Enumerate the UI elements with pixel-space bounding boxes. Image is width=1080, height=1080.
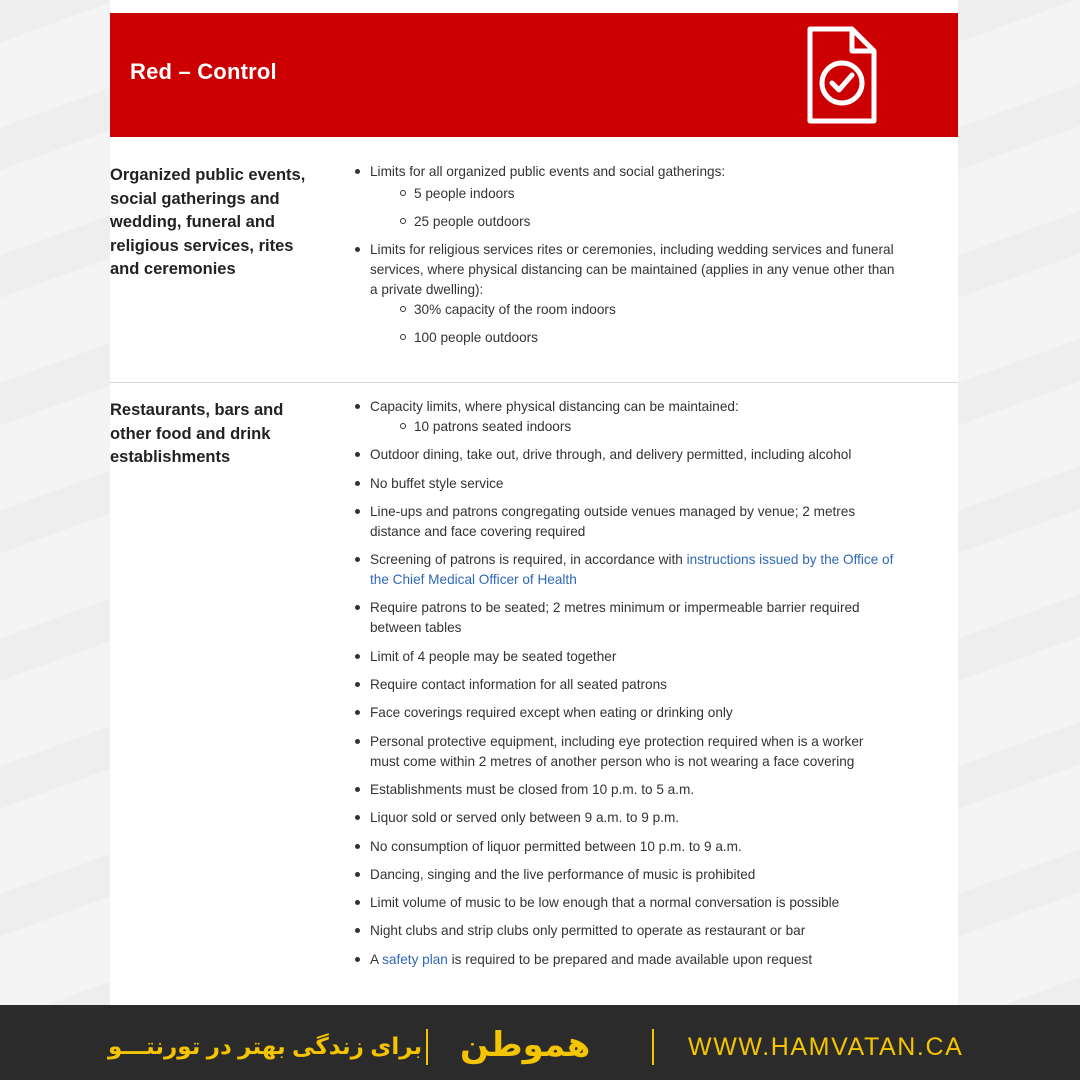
list-item: Outdoor dining, take out, drive through, and delivery permitted, including alcohol xyxy=(355,445,895,465)
sub-list-item: 10 patrons seated indoors xyxy=(370,417,895,437)
banner-title: Red – Control xyxy=(130,59,277,84)
list-item: Face coverings required except when eating or drinking only xyxy=(355,703,895,723)
footer-url[interactable]: WWW.HAMVATAN.CA xyxy=(688,1033,964,1061)
list-item xyxy=(355,550,895,590)
footer-bar xyxy=(0,1005,1080,1080)
document-check-icon xyxy=(806,25,878,125)
instructions-link[interactable]: instructions issued by the Office of the Chief Medical Officer of Health xyxy=(370,552,894,588)
item-text: A xyxy=(370,951,383,967)
rule-list xyxy=(355,162,895,357)
list-item xyxy=(355,397,895,437)
safety-plan-link[interactable]: safety plan xyxy=(382,951,448,967)
watermark-left xyxy=(0,0,110,1005)
rule-list xyxy=(355,397,895,978)
sub-list-item: 5 people indoors xyxy=(370,184,895,204)
footer-separator xyxy=(652,1029,654,1065)
section-label: Organized public events, social gatherings and wedding, funeral and religious services, rites and ceremonies xyxy=(110,166,306,278)
item-text: Capacity limits, where physical distancing can be maintained: xyxy=(370,399,739,414)
sub-list xyxy=(370,417,895,437)
list-item xyxy=(355,240,895,348)
list-item: Limit of 4 people may be seated together xyxy=(355,647,895,667)
list-item: Personal protective equipment, including eye protection required when is a worker must come within 2 metres of another person who is not wearing a face covering xyxy=(355,732,895,772)
list-item xyxy=(355,950,895,970)
sub-list-item: 30% capacity of the room indoors xyxy=(370,300,895,320)
sub-list xyxy=(370,184,895,232)
list-item: Liquor sold or served only between 9 a.m. to 9 p.m. xyxy=(355,808,895,828)
sub-list xyxy=(370,300,895,348)
sub-list-item: 100 people outdoors xyxy=(370,328,895,348)
list-item: Night clubs and strip clubs only permitted to operate as restaurant or bar xyxy=(355,921,895,941)
watermark-right xyxy=(958,0,1080,1005)
list-item: Require patrons to be seated; 2 metres minimum or impermeable barrier required between tables xyxy=(355,598,895,638)
document-page xyxy=(110,0,958,1005)
list-item xyxy=(355,162,895,232)
item-text: is required to be prepared and made available upon request xyxy=(447,951,813,967)
item-text: Limits for religious services rites or ceremonies, including wedding services and funeral services, where physical distancing can be maintained (applies in any venue other than a private dwelling): xyxy=(370,242,895,298)
hamvatan-logo: هموطن xyxy=(460,1026,591,1064)
section-divider xyxy=(110,382,958,383)
footer-tagline: برای زندگی بهتر در تورنتـــو xyxy=(108,1033,423,1059)
list-item: Line-ups and patrons congregating outside venues managed by venue; 2 metres distance and face covering required xyxy=(355,502,895,542)
footer-separator xyxy=(426,1029,428,1065)
item-text: Limits for all organized public events and social gatherings: xyxy=(370,164,726,179)
list-item: Dancing, singing and the live performance of music is prohibited xyxy=(355,865,895,885)
list-item: No buffet style service xyxy=(355,474,895,494)
section-label: Restaurants, bars and other food and drink establishments xyxy=(110,401,284,466)
list-item: Establishments must be closed from 10 p.m. to 5 a.m. xyxy=(355,780,895,800)
list-item: Limit volume of music to be low enough that a normal conversation is possible xyxy=(355,893,895,913)
list-item: No consumption of liquor permitted between 10 p.m. to 9 a.m. xyxy=(355,837,895,857)
sub-list-item: 25 people outdoors xyxy=(370,212,895,232)
level-banner xyxy=(110,13,958,137)
list-item: Require contact information for all seated patrons xyxy=(355,675,895,695)
section-events xyxy=(110,150,958,382)
item-text: Screening of patrons is required, in accordance with xyxy=(370,552,687,568)
